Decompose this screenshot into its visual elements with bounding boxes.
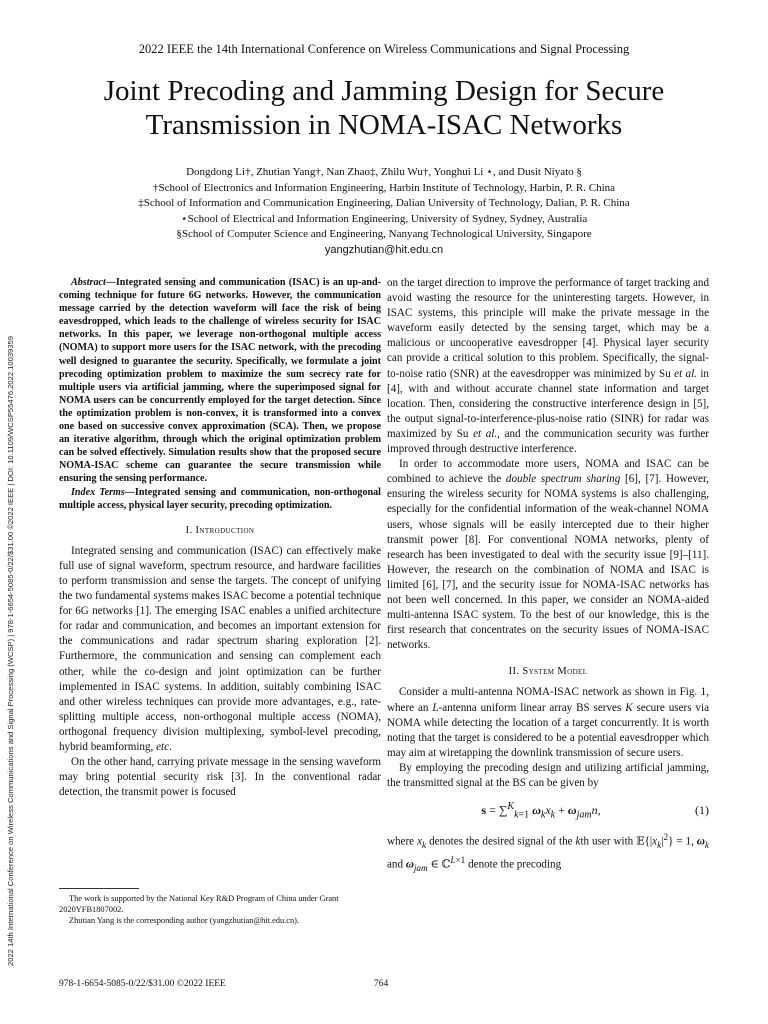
title-line-2: Transmission in NOMA-ISAC Networks bbox=[145, 109, 623, 141]
footnote-funding: The work is supported by the National Key R&D Program of China under Grant 2020YFB1807002. bbox=[59, 894, 339, 914]
equation-body: s = ∑$^K_{k=1}$ $\omega_kx_k + \omega_{jam}n$, bbox=[481, 801, 601, 821]
system-model-paragraph-3: where $x_k$ denotes the desired signal of the kth user with $𝔼\{|x_k|^2\} = 1$, $\omega_k$ and $\omega_{jam}$ ∈ ℂ$^{L\times 1}$ denote the precoding bbox=[387, 832, 709, 874]
contact-email[interactable]: yangzhutian@hit.edu.cn bbox=[324, 243, 444, 256]
abstract-text: —Integrated sensing and communication (ISAC) is an up-and-coming technique for future 6G networks. However, the communication message carried by the detection waveform will face the risk of being eavesdropped, which leads to the challenge of wireless security for ISAC networks. In this paper, we leverage non-orthogonal multiple access (NOMA) to support more users for the ISAC network, with the precoding well designed to guarantee the security. Specifically, we formulate a joint precoding optimization problem to maximize the sum secrecy rate for multiple users via artificial jamming, where the superimposed signal for NOMA users can be concurrently employed for the target detection. Since the optimization problem is non-convex, it is transformed into a convex one based on successive convex approximation (SCA). Then, we propose an iterative algorithm, through which the original optimization problem can be solved effectively. Simulation results show that the proposed secure NOMA-ISAC scheme can guarantee the secure transmission while ensuring the sensing performance. bbox=[59, 277, 381, 485]
section-heading-system-model: II. System Model bbox=[508, 666, 588, 678]
footer-copyright: 978-1-6654-5085-0/22/$31.00 ©2022 IEEE bbox=[59, 979, 226, 989]
affiliation-4: §School of Computer Science and Engineering, Nanyang Technological University, Singapore bbox=[176, 228, 592, 240]
paper-title bbox=[40, 74, 728, 142]
authors-line: Dongdong Li†, Zhutian Yang†, Nan Zhao‡, Zhilu Wu†, Yonghui Li ⋆, and Dusit Niyato § bbox=[186, 166, 582, 178]
affiliation-3: ⋆School of Electrical and Information Engineering, University of Sydney, Sydney, Australia bbox=[180, 212, 588, 225]
equation-number: (1) bbox=[695, 803, 709, 818]
right-column bbox=[387, 276, 709, 877]
system-model-paragraph-2: By employing the precoding design and utilizing artificial jamming, the transmitted signal at the BS can be given by bbox=[387, 761, 709, 789]
double-spectrum-sharing-text: double spectrum sharing bbox=[505, 473, 621, 486]
equation-1 bbox=[387, 799, 709, 822]
index-terms bbox=[59, 486, 381, 512]
intro-paragraph-1: Integrated sensing and communication (ISAC) can effectively make full use of signal waveform, spectrum resource, and hardware facilities to perform transmission and sense the targets. The concept of unifying the two fundamental systems makes ISAC become a potential technique for 6G networks [1]. The emerging ISAC enables a unified architecture for radar and communication, and becomes an important extension for the communications and radar spectrum sharing exploration [2]. Furthermore, the communication and sensing can complement each other, while the co-design and joint optimization can be further implemented in ISAC systems. In addition, suitably combining ISAC and other wireless techniques can provide more advantages, e.g., rate-splitting multiple access, non-orthogonal multiple access (NOMA), orthogonal frequency division multiplexing, symbol-level precoding, hybrid beamforming, etc. bbox=[59, 544, 381, 753]
etc-text: etc bbox=[156, 741, 169, 753]
section-heading-introduction: I. Introduction bbox=[185, 524, 255, 536]
abstract bbox=[59, 276, 381, 486]
footnote-corresponding: Zhutian Yang is the corresponding author (yangzhutian@hit.edu.cn). bbox=[69, 916, 300, 925]
left-column bbox=[59, 276, 381, 800]
index-terms-text: —Integrated sensing and communication, non-orthogonal multiple access, physical layer security, precoding optimization. bbox=[59, 486, 381, 511]
conference-header: 2022 IEEE the 14th International Conference on Wireless Communications and Signal Processing bbox=[138, 42, 630, 56]
page-number: 764 bbox=[374, 979, 389, 989]
right-paragraph-2: In order to accommodate more users, NOMA and ISAC can be combined to achieve the double spectrum sharing [6], [7]. However, ensuring the wireless security for NOMA systems is also challenging, especially for the confidential information of the weak-channel NOMA users, whose signals will be easily intercepted due to their higher transmit power [8]. For conventional NOMA networks, plenty of research has been investigated to deal with the security issue [9]–[11]. However, the research on the combination of NOMA and ISAC is limited [6], [7], and the security issue for NOMA-ISAC networks has not been well concerned. In this paper, we consider an NOMA-aided multi-antenna ISAC system. To the best of our knowledge, this is the first research that concentrates on the security issues of NOMA-ISAC networks. bbox=[387, 458, 709, 652]
system-model-paragraph-1: Consider a multi-antenna NOMA-ISAC network as shown in Fig. 1, where an L-antenna uniform linear array BS serves K secure users via NOMA while detecting the location of a target concurrently. It is worth noting that the target is considered to be a potential eavesdropper which may aim at wiretapping the downlink transmission of secure users. bbox=[387, 686, 709, 759]
author-block bbox=[60, 165, 708, 258]
affiliation-2: ‡School of Information and Communication Engineering, Dalian University of Technology, Dalian, P. R. China bbox=[138, 197, 630, 209]
doi-sidebar: 2022 14th International Conference on Wireless Communications and Signal Processing (WCSP) | 978-1-6654-5085-0/22/$31.00 ©2022 IEEE | DOI: 10.1109/WCSP55476.2022.10039359 bbox=[6, 336, 15, 966]
affiliation-1: †School of Electronics and Information Engineering, Harbin Institute of Technology, Harbin, P. R. China bbox=[152, 181, 616, 194]
footnote-divider bbox=[59, 888, 139, 889]
footnotes bbox=[59, 893, 381, 926]
abstract-label: Abstract bbox=[71, 277, 106, 288]
index-terms-label: Index Terms bbox=[71, 486, 125, 498]
title-line-1: Joint Precoding and Jamming Design for Secure bbox=[103, 75, 665, 107]
intro-paragraph-2: On the other hand, carrying private message in the sensing waveform may bring potential security risk [3]. In the conventional radar detection, the transmit power is focused bbox=[59, 756, 381, 799]
right-paragraph-1: on the target direction to improve the performance of target tracking and avoid wasting the resource for the uninteresting targets. However, in ISAC systems, this principle will make the private message in the waveform easily detected by the sensing target, which may be a malicious or uncooperative eavesdropper [4]. Physical layer security can provide a critical solution to this problem. Specifically, the signal-to-noise ratio (SNR) at the eavesdropper was minimized by Su et al. in [4], with and without accurate channel state information and target location. Then, considering the constructive interference design in [5], the output signal-to-interference-plus-noise ratio (SINR) for radar was maximized by Su et al., and the communication security was further improved through destructive interference. bbox=[387, 277, 709, 456]
